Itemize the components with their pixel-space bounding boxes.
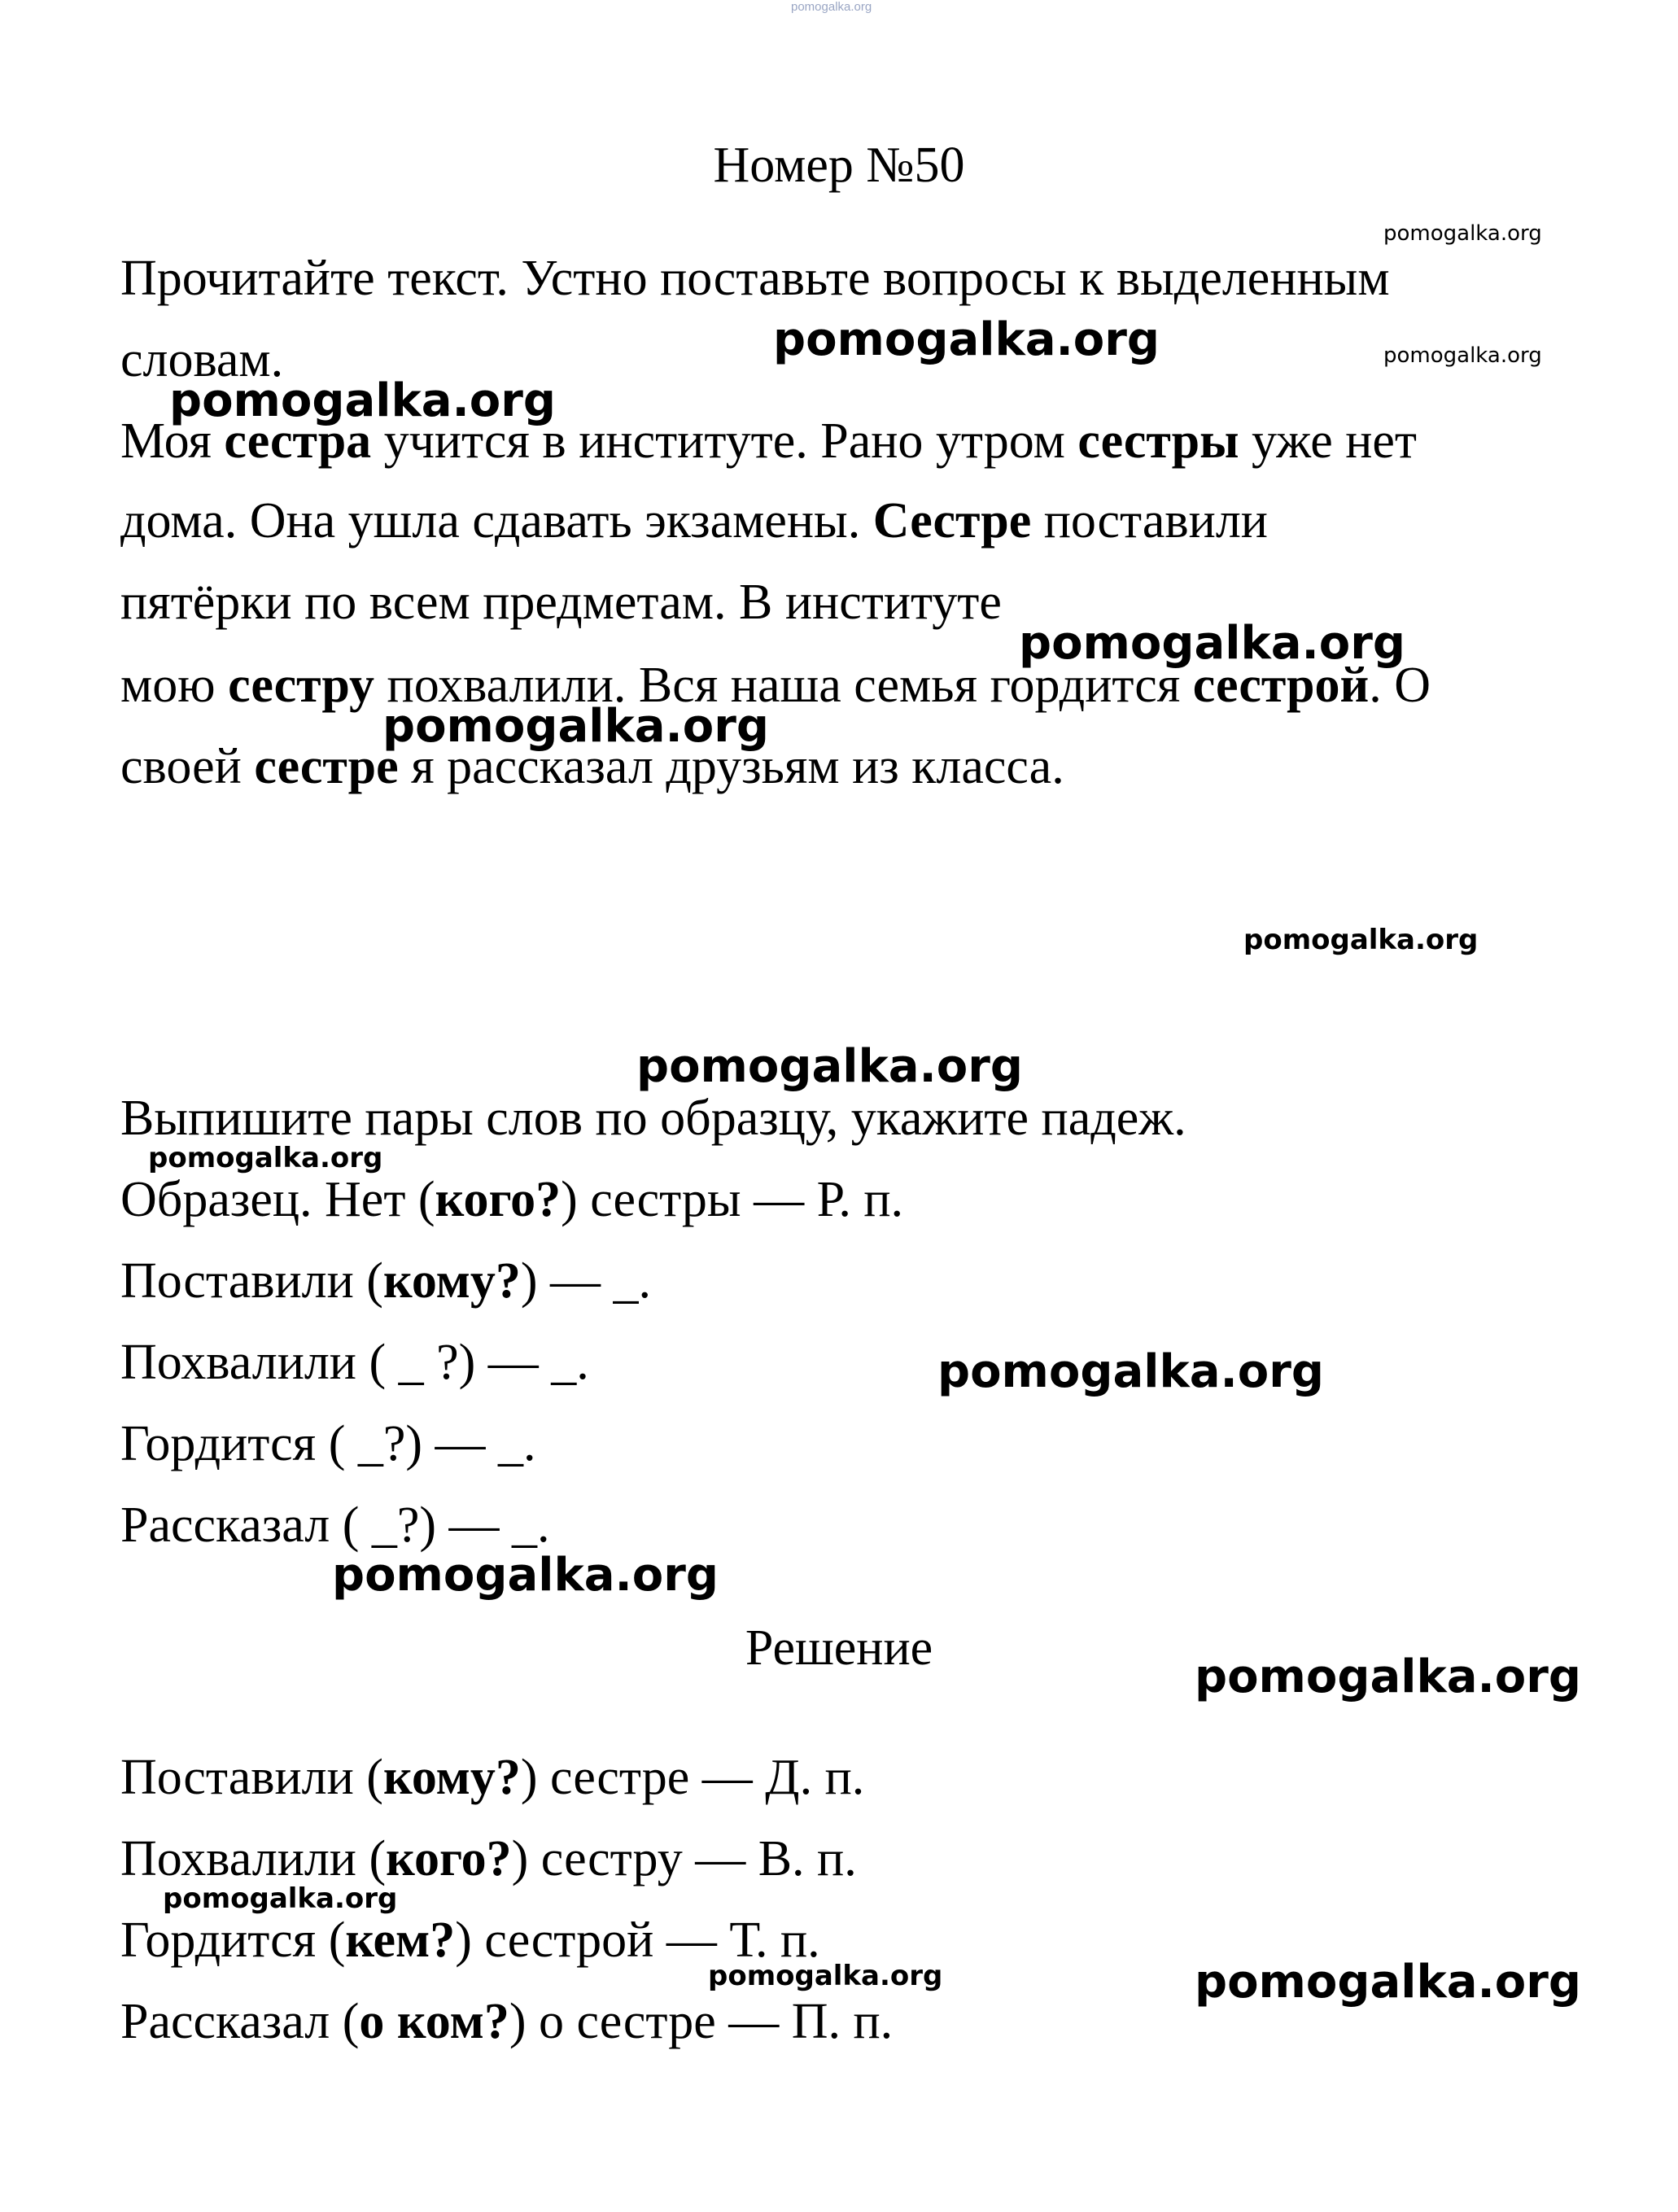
- solution-row-2: Похвалили (кого?) сестру — В. п.: [120, 1831, 857, 1886]
- watermark: pomogalka.org: [1383, 221, 1542, 246]
- text-line-1: Моя сестра учится в институте. Рано утром сестры уже нет: [120, 413, 1418, 469]
- watermark: pomogalka.org: [1195, 1650, 1581, 1703]
- watermark: pomogalka.org: [163, 1882, 398, 1915]
- task2-row-2: Похвалили ( _ ?) — _.: [120, 1335, 589, 1390]
- task2-instruction: Выпишите пары слов по образцу, укажите падеж.: [120, 1091, 1186, 1146]
- task2-example: Образец. Нет (кого?) сестры — Р. п.: [120, 1172, 903, 1227]
- task2-row-4: Рассказал ( _?) — _.: [120, 1497, 550, 1553]
- solution-row-1: Поставили (кому?) сестре — Д. п.: [120, 1750, 865, 1805]
- text-line-3: пятёрки по всем предметам. В институте: [120, 575, 1002, 630]
- solution-row-3: Гордится (кем?) сестрой — Т. п.: [120, 1913, 820, 1968]
- task1-instruction-line2: словам.: [120, 332, 284, 387]
- text-line-4: мою сестру похвалили. Вся наша семья гордится сестрой. О: [120, 658, 1431, 713]
- task2-row-1: Поставили (кому?) — _.: [120, 1253, 652, 1309]
- watermark: pomogalka.org: [169, 374, 556, 427]
- watermark: pomogalka.org: [1383, 343, 1542, 368]
- top-watermark: pomogalka.org: [791, 0, 872, 14]
- watermark: pomogalka.org: [937, 1345, 1324, 1398]
- watermark: pomogalka.org: [1243, 924, 1479, 956]
- text-line-5: своей сестре я рассказал друзьям из класса.: [120, 739, 1064, 794]
- page-title: Номер №50: [713, 138, 965, 193]
- solution-heading: Решение: [745, 1620, 933, 1676]
- watermark: pomogalka.org: [382, 700, 769, 753]
- watermark: pomogalka.org: [708, 1960, 943, 1992]
- text-line-2: дома. Она ушла сдавать экзамены. Сестре поставили: [120, 493, 1268, 549]
- watermark: pomogalka.org: [148, 1142, 383, 1174]
- watermark: pomogalka.org: [332, 1549, 719, 1602]
- watermark: pomogalka.org: [1195, 1956, 1581, 2009]
- task1-instruction-line1: Прочитайте текст. Устно поставьте вопросы к выделенным: [120, 251, 1390, 306]
- watermark: pomogalka.org: [1019, 617, 1405, 670]
- watermark: pomogalka.org: [636, 1040, 1023, 1093]
- task2-row-3: Гордится ( _?) — _.: [120, 1416, 536, 1471]
- solution-row-4: Рассказал (о ком?) о сестре — П. п.: [120, 1994, 894, 2049]
- watermark: pomogalka.org: [773, 313, 1160, 366]
